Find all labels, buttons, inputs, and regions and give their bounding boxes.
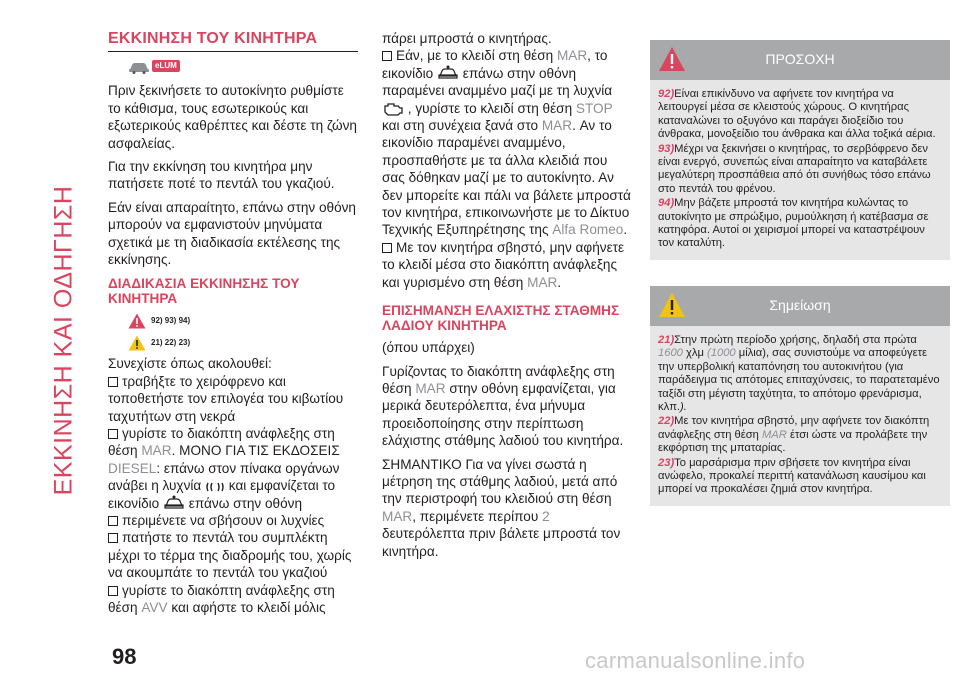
elum-badge: eLUM [152,60,180,72]
checkbox-bullet [108,533,118,543]
column-1 [108,30,358,616]
side-section-tab [44,30,84,650]
note-refs [128,334,358,351]
engine-icon [382,102,404,116]
checkbox-bullet [382,51,392,61]
checkbox-bullet [108,516,118,526]
paragraph: πάρει μπροστά ο κινητήρας. [382,31,552,46]
step: γυρίστε το διακόπτη ανάφλεξης στη θέση MAR. ΜΟΝΟ ΓΙΑ ΤΙΣ ΕΚΔΟΣΕΙΣ DIESEL: επάνω στον πίνακα οργάνων ανάβει η λυχνία και εμφανίζεται το εικονίδιο επάνω στην οθόνη [108,425,340,511]
car-elum-icon [128,60,150,74]
note-item: 21)Στην πρώτη περίοδο χρήσης, δηλαδή στα πρώτα 1600 χλμ (1000 μίλια), σας συνιστούμε να αποφεύγετε την υπερβολική καταπόνηση του αυτοκινήτου (για παράδειγμα τις απότομες επιταχύνσεις, το παρατεταμένο ταξίδι στη μέγιστη ταχύτητα, το απότομο φρενάρισμα, κλπ.). [658,333,940,413]
warning-refs [128,312,358,329]
note-ref-numbers: 21) 22) 23) [151,337,191,347]
paragraph: ΣΗΜΑΝΤΙΚΟ Για να γίνει σωστά η μέτρηση της στάθμης λαδιού, μετά από την περιστροφή του κλειδιού στη θέση MAR, περιμένετε περίπου 2 δευτερόλεπτα πριν βάλετε μπροστά τον κινητήρα. [382,456,621,559]
section-title: ΕΚΚΙΝΗΣΗ ΤΟΥ ΚΙΝΗΤΗΡΑ [108,30,358,52]
note-box-header [650,286,950,326]
warning-box-header [650,40,950,80]
step: τραβήξτε το χειρόφρενο και τοποθετήστε τον επιλογέα του κιβωτίου ταχυτήτων στη νεκρά [108,373,344,424]
paragraph: Για την εκκίνηση του κινητήρα μην πατήσετε ποτέ το πεντάλ του γκαζιού. [108,159,335,192]
glow-plug-icon [205,481,225,493]
step: πατήστε το πεντάλ του συμπλέκτη μέχρι το τέρμα της διαδρομής του, χωρίς να ακουμπάτε το πεντάλ του γκαζιού [108,530,352,581]
note-box-title: Σημείωση [769,297,831,314]
page-number: 98 [112,644,137,669]
column-3 [650,40,950,532]
note-item: 23)Το μαρσάρισμα πριν σβήσετε τον κινητήρα είναι ανώφελο, προκαλεί περιττή κατανάλωση καυσίμου και μπορεί να προκαλέσει ζημιά στον κινητήρα. [658,456,926,496]
note-box [650,286,950,506]
warning-item: 93)Μέχρι να ξεκινήσει ο κινητήρας, το σερβόφρενο δεν είναι ενεργό, συνεπώς είναι απαραίτητο να καταβάλετε μεγαλύτερη προσπάθεια από ότι συνήθως τόσο επάνω στο πεντάλ του φρένου. [658,142,931,195]
elum-marker [128,60,358,74]
paragraph: Εάν είναι απαραίτητο, επάνω στην οθόνη μπορούν να εμφανιστούν μηνύματα σχετικά με τη διαδικασία εκτέλεσης της εκκίνησης. [108,199,356,268]
warning-item: 94)Μην βάζετε μπροστά τον κινητήρα κυλώντας το αυτοκίνητο με σπρώξιμο, ρυμούλκηση ή κατέβασμα σε κατηφόρα. Αυτοί οι χειρισμοί μπορεί να καταστρέψουν τον καταλύτη. [658,197,929,250]
warning-box [650,40,950,260]
warning-box-title: ΠΡΟΣΟΧΗ [765,51,835,68]
paragraph: Πριν ξεκινήσετε το αυτοκίνητο ρυθμίστε το κάθισμα, τους εσωτερικούς και εξωτερικούς καθρέπτες και δέστε τη ζώνη ασφαλείας. [108,83,357,151]
warning-triangle-icon [128,313,146,329]
step: περιμένετε να σβήσουν οι λυχνίες [108,512,358,529]
step: Με τον κινητήρα σβηστό, μην αφήνετε το κλειδί μέσα στο διακόπτη ανάφλεξης και γυρισμένο στη θέση MAR. [382,239,625,290]
note-item: 22)Με τον κινητήρα σβηστό, μην αφήνετε τον διακόπτη ανάφλεξης στη θέση MAR έτσι ώστε να προλάβετε την εκφόρτιση της μπαταρίας. [658,415,930,455]
checkbox-bullet [108,429,118,439]
warning-box-body [650,80,950,260]
note-triangle-icon [128,335,146,351]
step: Εάν, με το κλειδί στη θέση MAR, το εικονίδιο επάνω στην οθόνη παραμένει αναμμένο μαζί με τη λυχνία , γυρίστε το κλειδί στη θέση STOP και στη συνέχεια ξανά στο MAR. Αν το εικονίδιο παραμένει αναμμένο, προσπαθήστε με τα άλλα κλειδιά που σας δόθηκαν μαζί με το αυτοκίνητο. Αν δεν μπορείτε και πάλι να βάλετε μπροστά τον κινητήρα, επικοινωνήστε με το Δίκτυο Τεχνικής Εξυπηρέτησης της Alfa Romeo. [382,48,631,238]
immobilizer-car-key-icon [163,495,185,511]
column-2 [382,30,632,566]
subsection-title: ΕΠΙΣΗΜΑΝΣΗ ΕΛΑΧΙΣΤΗΣ ΣΤΑΘΜΗΣ ΛΑΔΙΟΥ ΚΙΝΗΤΗΡΑ [382,303,620,334]
warning-ref-numbers: 92) 93) 94) [151,316,191,326]
note-triangle-icon [658,292,686,318]
checkbox-bullet [382,243,392,253]
immobilizer-car-key-icon [437,65,459,81]
warning-triangle-icon [658,46,686,72]
paragraph: Γυρίζοντας το διακόπτη ανάφλεξης στη θέση MAR στην οθόνη εμφανίζεται, για μερικά δευτερόλεπτα, ένα μήνυμα προειδοποίησης στην περίπτωση ελάχιστης στάθμης λαδιού του κινητήρα. [382,363,624,449]
step: γυρίστε το διακόπτη ανάφλεξης στη θέση AVV και αφήστε το κλειδί μόλις [108,582,335,615]
note-box-body [650,326,950,506]
warning-item: 92)Είναι επικίνδυνο να αφήνετε τον κινητήρα να λειτουργεί μέσα σε κλειστούς χώρους. Ο κινητήρας καταναλώνει το οξυγόνο και παράγει διοξείδιο του άνθρακα, μονοξείδιο του άνθρακα και άλλα τοξικά αέρια. [658,88,936,141]
watermark: carmanualsonline.info [585,648,806,673]
subsection-title: ΔΙΑΔΙΚΑΣΙΑ ΕΚΚΙΝΗΣΗΣ ΤΟΥ ΚΙΝΗΤΗΡΑ [108,276,300,307]
side-tab-label: ΕΚΚΙΝΗΣΗ ΚΑΙ ΟΔΗΓΗΣΗ [49,185,78,495]
checkbox-bullet [108,377,118,387]
paragraph: (όπου υπάρχει) [382,340,475,356]
checkbox-bullet [108,586,118,596]
paragraph: Συνεχίστε όπως ακολουθεί: [108,356,272,372]
